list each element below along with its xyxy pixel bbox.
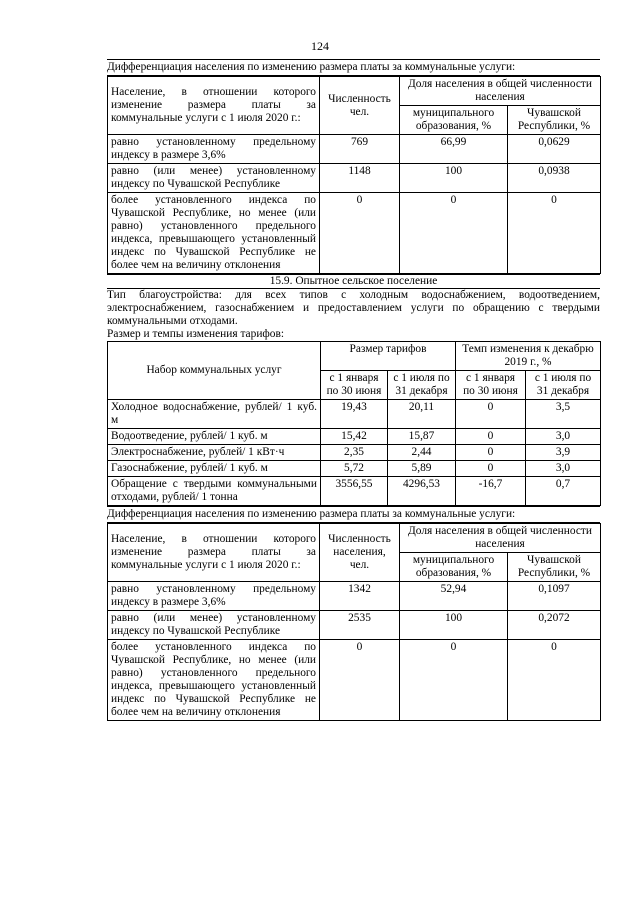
service-name: Водоотведение, рублей/ 1 куб. м	[108, 429, 321, 445]
header-municipal: муниципального образования, %	[400, 106, 508, 135]
cell-value: 3,0	[526, 461, 601, 477]
cell-value: 3,9	[526, 445, 601, 461]
header-republic: Чувашской Республики, %	[508, 106, 601, 135]
header-population: Население, в отношении которого изменение размера платы за коммунальные услуги с 1 июля 2020 г.:	[108, 77, 320, 135]
header-count: Численность населения, чел.	[320, 524, 400, 582]
header-rate-change: Темп изменения к декабрю 2019 г., %	[456, 342, 601, 371]
cell-count: 1342	[320, 582, 400, 611]
cell-value: 15,87	[388, 429, 456, 445]
cell-republic: 0	[508, 193, 601, 274]
cell-republic: 0,0938	[508, 164, 601, 193]
cell-value: 4296,53	[388, 477, 456, 506]
header-population: Население, в отношении которого изменение размера платы за коммунальные услуги с 1 июля 2020 г.:	[108, 524, 320, 582]
header-count: Численность чел.	[320, 77, 400, 135]
cell-municipal: 0	[400, 640, 508, 721]
tariffs-caption: Размер и темпы изменения тарифов:	[107, 328, 285, 340]
table-row	[108, 477, 601, 506]
header-period-2: с 1 июля по 31 декабря	[388, 371, 456, 400]
row-label: более установленного индекса по Чувашской Республике, но менее (или равно) установленного предельного индекса, превышающего установленный индекс по Чувашской Республике не более чем на величину отклонения	[108, 193, 320, 274]
cell-value: 0,7	[526, 477, 601, 506]
service-name: Холодное водоснабжение, рублей/ 1 куб. м	[108, 400, 321, 429]
differentiation-table-1	[107, 76, 601, 274]
header-period-3: с 1 января по 30 июня	[456, 371, 526, 400]
cell-value: 5,89	[388, 461, 456, 477]
cell-value: 20,11	[388, 400, 456, 429]
row-label: равно (или менее) установленному индексу по Чувашской Республике	[108, 611, 320, 640]
header-period-4: с 1 июля по 31 декабря	[526, 371, 601, 400]
row-label: равно (или менее) установленному индексу по Чувашской Республике	[108, 164, 320, 193]
cell-municipal: 66,99	[400, 135, 508, 164]
table-row	[108, 193, 601, 274]
cell-value: 0	[456, 445, 526, 461]
cell-count: 0	[320, 193, 400, 274]
service-name: Обращение с твердыми коммунальными отходами, рублей/ 1 тонна	[108, 477, 321, 506]
table-row	[108, 400, 601, 429]
cell-republic: 0,1097	[508, 582, 601, 611]
cell-republic: 0,2072	[508, 611, 601, 640]
cell-municipal: 0	[400, 193, 508, 274]
cell-count: 2535	[320, 611, 400, 640]
cell-republic: 0	[508, 640, 601, 721]
table-row	[108, 164, 601, 193]
cell-value: 5,72	[321, 461, 388, 477]
diff-caption-1: Дифференциация населения по изменению размера платы за коммунальные услуги:	[107, 59, 600, 76]
cell-value: 0	[456, 400, 526, 429]
cell-value: 0	[456, 429, 526, 445]
cell-value: 3,0	[526, 429, 601, 445]
differentiation-table-2	[107, 523, 601, 721]
table-row	[108, 445, 601, 461]
service-name: Электроснабжение, рублей/ 1 кВт·ч	[108, 445, 321, 461]
row-label: равно установленному предельному индексу в размере 3,6%	[108, 135, 320, 164]
cell-value: 2,35	[321, 445, 388, 461]
header-municipal: муниципального образования, %	[400, 553, 508, 582]
table-row	[108, 640, 601, 721]
diff-caption-2: Дифференциация населения по изменению размера платы за коммунальные услуги:	[107, 506, 600, 523]
row-label: более установленного индекса по Чувашской Республике, но менее (или равно) установленного предельного индекса, превышающего установленный индекс по Чувашской Республике не более чем на величину отклонения	[108, 640, 320, 721]
header-share: Доля населения в общей численности населения	[400, 524, 601, 553]
header-share: Доля населения в общей численности населения	[400, 77, 601, 106]
section-title: 15.9. Опытное сельское поселение	[107, 274, 600, 289]
cell-municipal: 100	[400, 164, 508, 193]
cell-value: -16,7	[456, 477, 526, 506]
cell-count: 1148	[320, 164, 400, 193]
improvement-type-text: Тип благоустройства: для всех типов с холодным водоснабжением, водоотведением, электроснабжением, газоснабжением и предоставлением услуги по обращению с твердыми коммунальными отходами.	[107, 289, 600, 327]
cell-value: 19,43	[321, 400, 388, 429]
cell-count: 769	[320, 135, 400, 164]
header-services: Набор коммунальных услуг	[108, 342, 321, 400]
header-period-1: с 1 января по 30 июня	[321, 371, 388, 400]
table-row	[108, 135, 601, 164]
cell-republic: 0,0629	[508, 135, 601, 164]
page-content	[107, 59, 600, 721]
table-row	[108, 429, 601, 445]
cell-municipal: 100	[400, 611, 508, 640]
cell-value: 15,42	[321, 429, 388, 445]
header-tariff-size: Размер тарифов	[321, 342, 456, 371]
cell-municipal: 52,94	[400, 582, 508, 611]
page-number: 124	[311, 39, 329, 53]
cell-value: 0	[456, 461, 526, 477]
table-row	[108, 611, 601, 640]
cell-value: 3556,55	[321, 477, 388, 506]
cell-value: 3,5	[526, 400, 601, 429]
table-row	[108, 582, 601, 611]
table-row	[108, 461, 601, 477]
tariffs-table	[107, 341, 601, 506]
service-name: Газоснабжение, рублей/ 1 куб. м	[108, 461, 321, 477]
cell-value: 2,44	[388, 445, 456, 461]
row-label: равно установленному предельному индексу в размере 3,6%	[108, 582, 320, 611]
cell-count: 0	[320, 640, 400, 721]
header-republic: Чувашской Республики, %	[508, 553, 601, 582]
